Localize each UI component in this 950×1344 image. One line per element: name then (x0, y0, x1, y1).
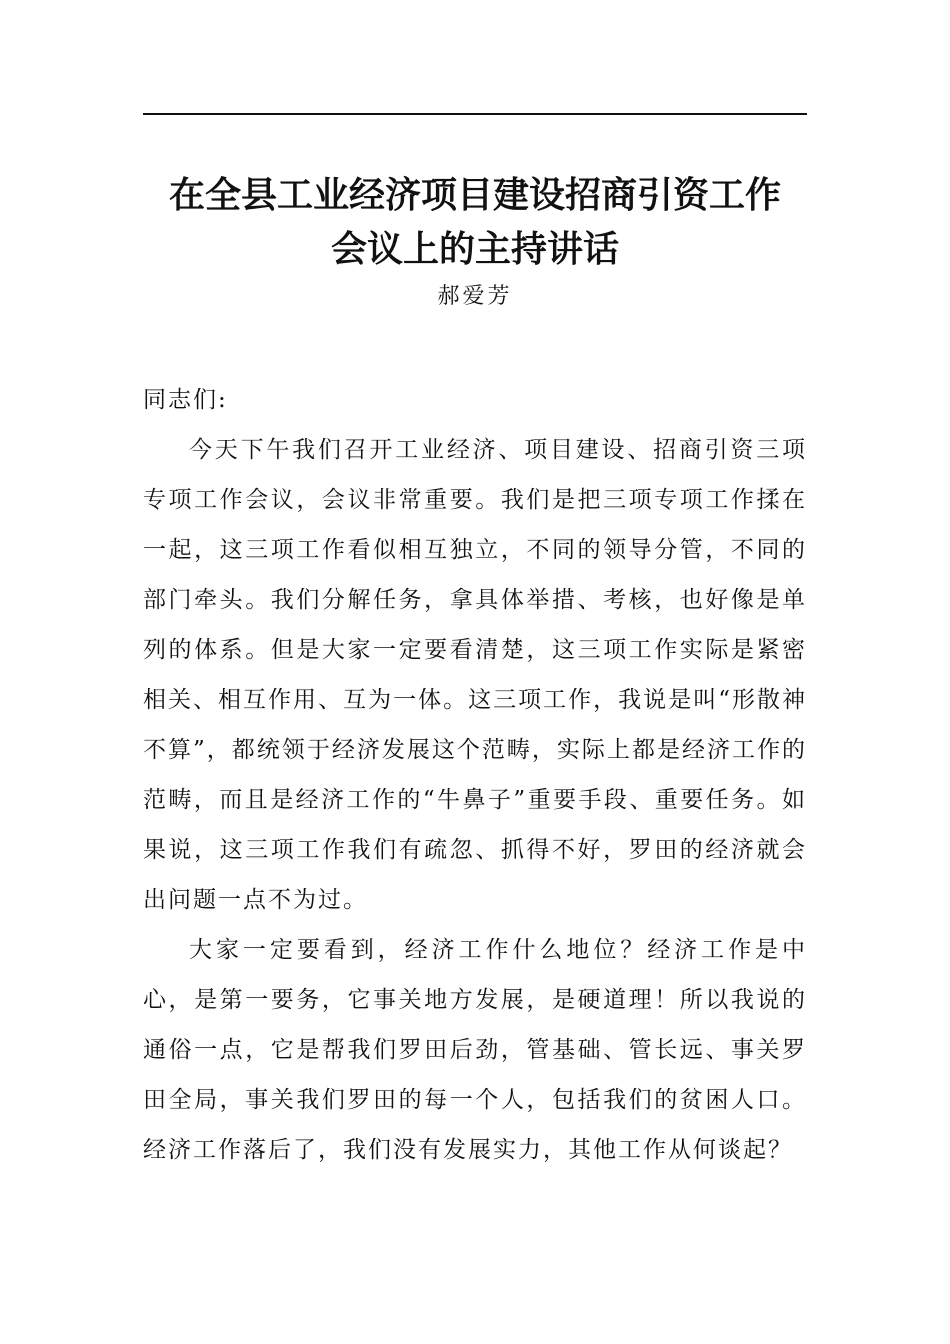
speech-body (143, 375, 807, 1175)
paragraph-1: 今天下午我们召开工业经济、项目建设、招商引资三项专项工作会议，会议非常重要。我们是把三项专项工作揉在一起，这三项工作看似相互独立，不同的领导分管，不同的部门牵头。我们分解任务，拿具体举措、考核，也好像是单列的体系。但是大家一定要看清楚，这三项工作实际是紧密相关、相互作用、互为一体。这三项工作，我说是叫“形散神不算”，都统领于经济发展这个范畴，实际上都是经济工作的范畴，而且是经济工作的“牛鼻子”重要手段、重要任务。如果说，这三项工作我们有疏忽、抓得不好，罗田的经济就会出问题一点不为过。 (143, 437, 807, 913)
author-name: 郝爱芳 (437, 284, 513, 309)
header-rule (143, 113, 807, 115)
document-title (143, 168, 807, 276)
paragraph-2: 大家一定要看到，经济工作什么地位？经济工作是中心，是第一要务，它事关地方发展，是硬道理！所以我说的通俗一点，它是帮我们罗田后劲，管基础、管长远、事关罗田全局，事关我们罗田的每一个人，包括我们的贫困人口。经济工作落后了，我们没有发展实力，其他工作从何谈起？ (143, 937, 807, 1163)
salutation: 同志们: (143, 387, 228, 413)
title-line-2: 会议上的主持讲话 (330, 228, 619, 270)
title-line-1: 在全县工业经济项目建设招商引资工作 (168, 174, 781, 216)
